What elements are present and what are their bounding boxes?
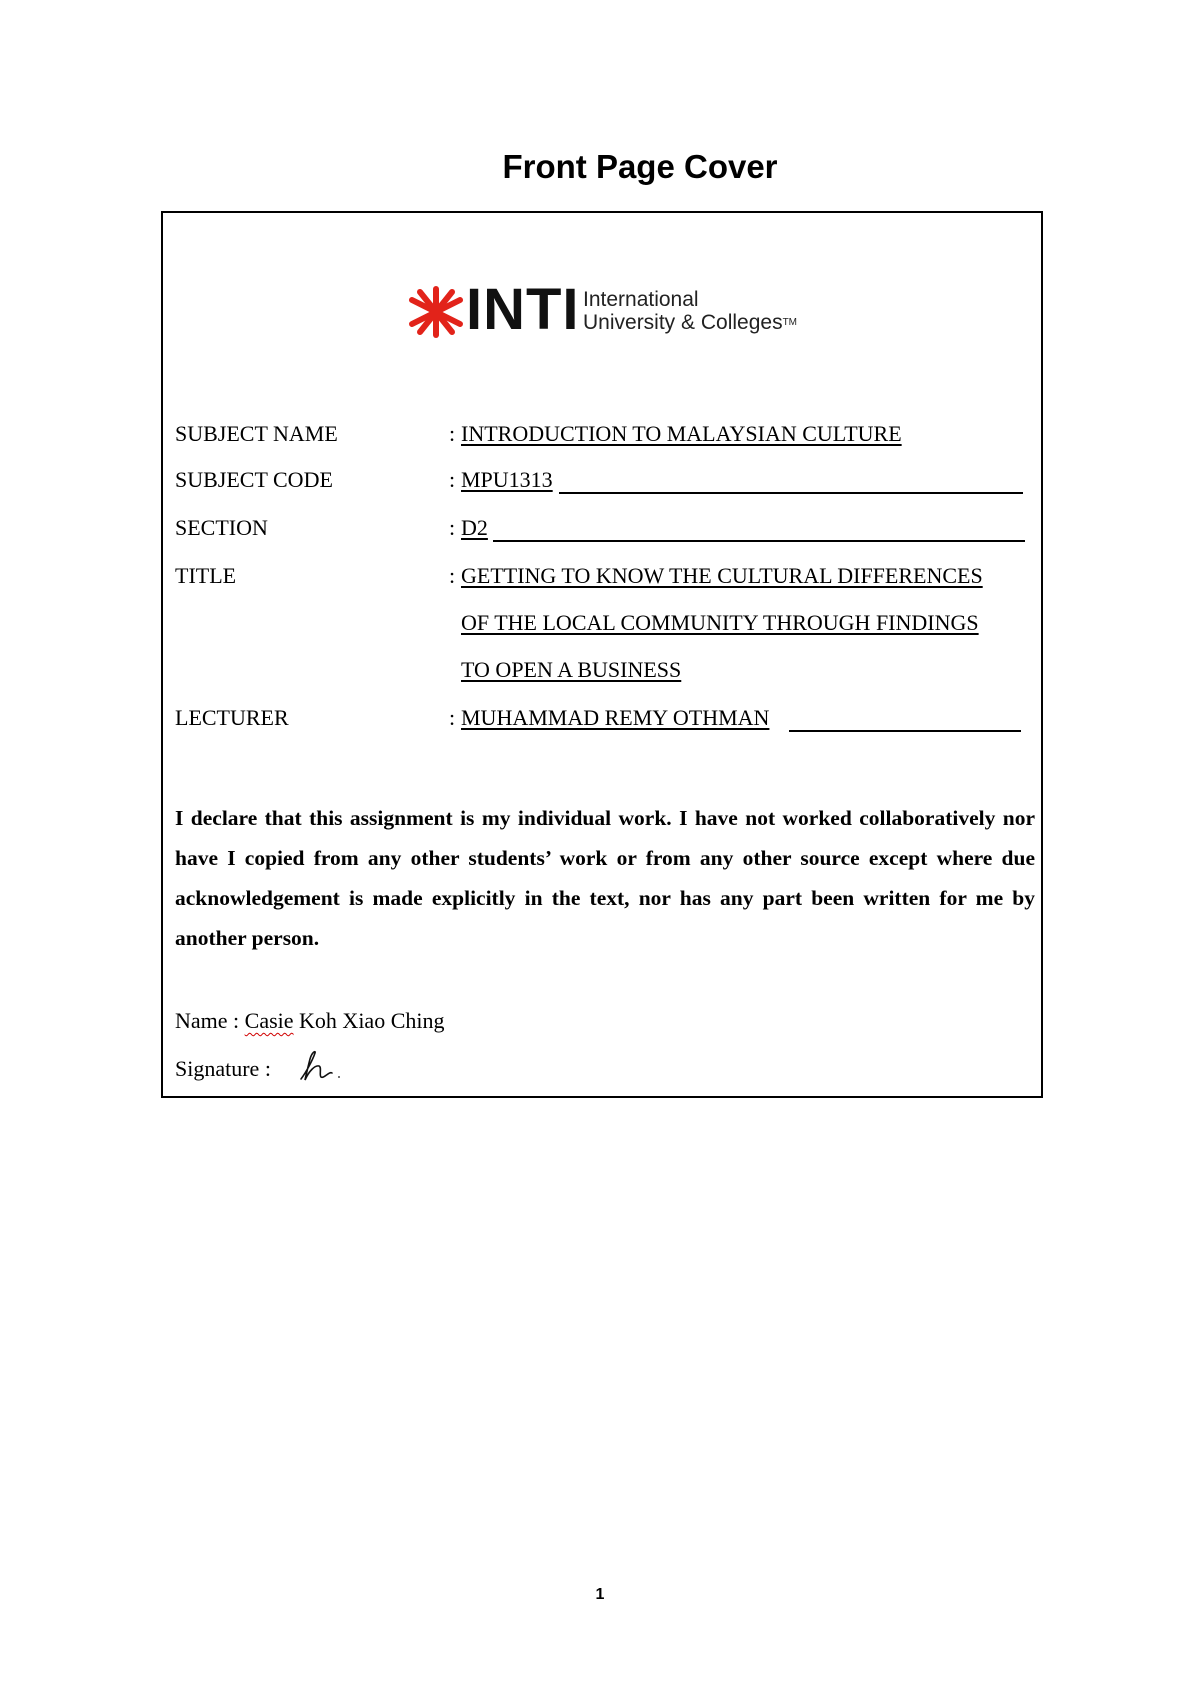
field-value-line-3: TO OPEN A BUSINESS: [461, 657, 682, 682]
declaration-text: I declare that this assignment is my individual work. I have not worked collaboratively nor have I copied from any other students’ work or from any other source except where due acknowledgement is made explicitly in the text, nor has any part been written for me by another person.: [175, 806, 1035, 950]
field-colon: :: [449, 421, 456, 446]
field-section: [175, 515, 1035, 555]
fill-underline: [559, 492, 1023, 494]
fill-underline: [493, 540, 1025, 542]
field-label: SECTION: [175, 515, 268, 540]
field-colon: :: [449, 705, 456, 730]
field-value: MUHAMMAD REMY OTHMAN: [461, 705, 770, 730]
logo-line-2: University & Colleges: [583, 311, 783, 334]
field-title-cont-2: [175, 657, 1035, 697]
field-label: TITLE: [175, 563, 237, 588]
logo-subtitle: [583, 288, 797, 334]
field-colon: :: [449, 467, 456, 492]
signature-label: Signature :: [175, 1056, 271, 1081]
field-subject-name: [175, 421, 1035, 461]
student-name-line: [175, 1008, 445, 1034]
field-colon: :: [449, 515, 456, 540]
logo-line-1: International: [583, 288, 699, 311]
field-lecturer: [175, 705, 1035, 745]
asterisk-star-icon: [406, 286, 466, 338]
field-colon: :: [449, 563, 456, 588]
page-title: Front Page Cover: [502, 148, 778, 185]
field-value: MPU1313: [461, 467, 553, 492]
field-value: D2: [461, 515, 488, 540]
field-title-cont-1: [175, 610, 1035, 650]
name-first: Casie: [244, 1008, 294, 1033]
name-rest: Koh Xiao Ching: [299, 1008, 445, 1033]
page-number: 1: [595, 1586, 605, 1603]
name-label: Name :: [175, 1008, 240, 1033]
field-value-line-1: GETTING TO KNOW THE CULTURAL DIFFERENCES: [461, 563, 983, 588]
cover-box: [161, 211, 1043, 1098]
logo-wordmark: INTI: [466, 277, 580, 342]
handwritten-signature: [297, 1049, 349, 1083]
logo-trademark: TM: [782, 317, 798, 328]
field-title: [175, 563, 1035, 603]
field-value: INTRODUCTION TO MALAYSIAN CULTURE: [461, 421, 902, 446]
field-subject-code: [175, 467, 1035, 507]
field-label: LECTURER: [175, 705, 289, 730]
inti-logo: [406, 277, 806, 343]
field-value-line-2: OF THE LOCAL COMMUNITY THROUGH FINDINGS: [461, 610, 979, 635]
field-label: SUBJECT CODE: [175, 467, 333, 492]
fill-underline: [789, 730, 1021, 732]
field-label: SUBJECT NAME: [175, 421, 338, 446]
